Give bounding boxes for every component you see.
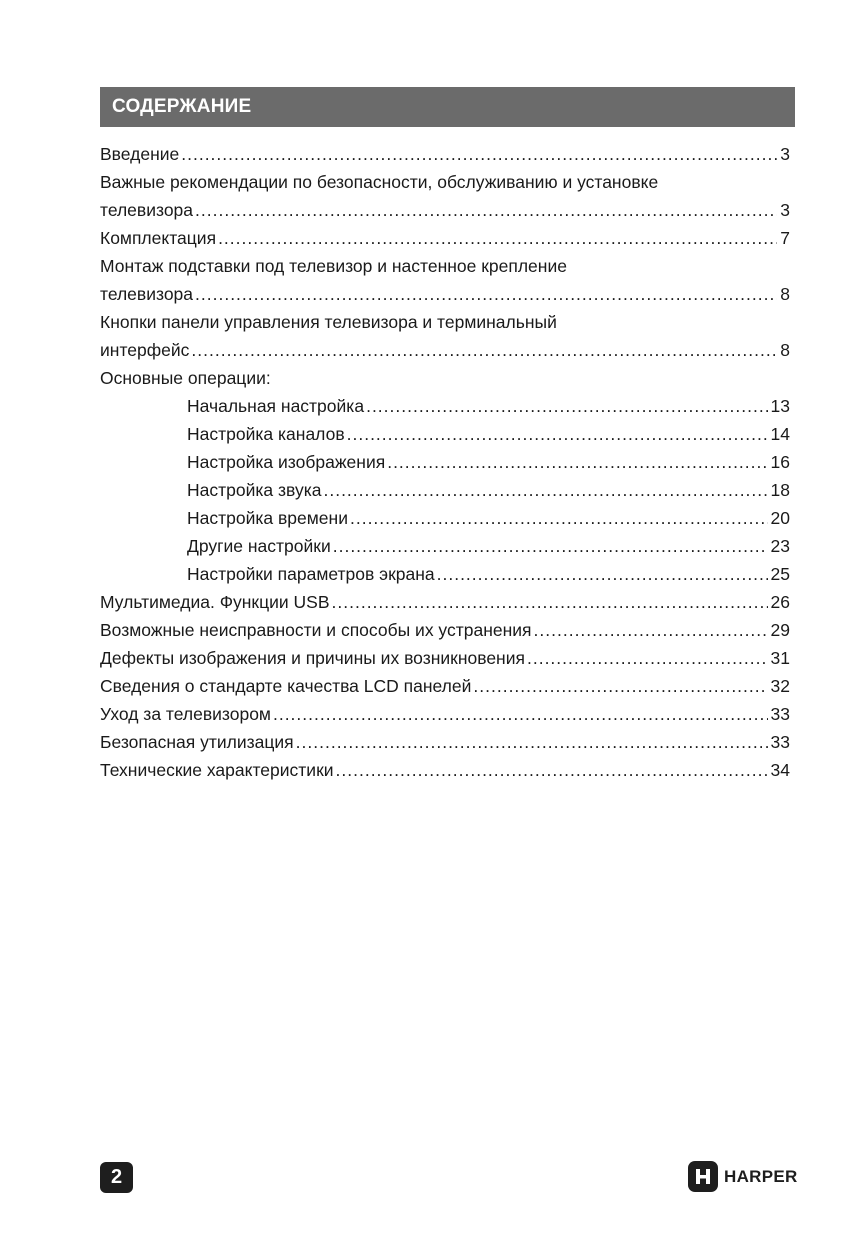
toc-entry-title: телевизора [100, 284, 194, 304]
toc-entry-title: Возможные неисправности и способы их устранения [100, 620, 532, 640]
toc-entry [100, 672, 790, 700]
toc-entry-title: Дефекты изображения и причины их возникновения [100, 648, 525, 668]
toc-subentry [100, 420, 790, 448]
dot-leader [336, 756, 768, 784]
toc-entry-title: Уход за телевизором [100, 704, 271, 724]
toc-entry [100, 700, 790, 728]
dot-leader [387, 448, 767, 476]
toc-page-number: 3 [780, 144, 790, 164]
toc-entry [100, 196, 790, 224]
dot-leader [195, 196, 777, 224]
dot-leader [366, 392, 767, 420]
toc-entry-title: Мультимедиа. Функции USB [100, 592, 330, 612]
toc-page-number: 7 [780, 228, 790, 248]
toc-entry [100, 336, 790, 364]
toc-text-line: Кнопки панели управления телевизора и терминальный [100, 312, 557, 332]
toc-page-number: 31 [770, 648, 790, 668]
toc-subentry [100, 448, 790, 476]
toc-page-number: 23 [770, 536, 790, 556]
section-title: СОДЕРЖАНИЕ [112, 96, 252, 117]
toc-page-number: 34 [770, 760, 790, 780]
toc-entry [100, 224, 790, 252]
table-of-contents [100, 140, 790, 784]
toc-subentry [100, 476, 790, 504]
toc-page-number: 33 [770, 704, 790, 724]
dot-leader [273, 700, 768, 728]
dot-leader [534, 616, 768, 644]
dot-leader [333, 532, 768, 560]
toc-entry [100, 140, 790, 168]
toc-text-line: Важные рекомендации по безопасности, обслуживанию и установке [100, 172, 659, 192]
section-header-bar [100, 87, 795, 127]
toc-page-number: 33 [770, 732, 790, 752]
dot-leader [181, 140, 777, 168]
toc-entry-title: Сведения о стандарте качества LCD панелей [100, 676, 472, 696]
toc-subentry [100, 392, 790, 420]
toc-entry-title: Технические характеристики [100, 760, 334, 780]
toc-subentry [100, 560, 790, 588]
toc-entry [100, 756, 790, 784]
toc-entry [100, 588, 790, 616]
brand-name: HARPER [724, 1166, 798, 1186]
toc-page-number: 3 [780, 200, 790, 220]
toc-entry-title: Настройки параметров экрана [187, 564, 435, 584]
toc-entry-title: Комплектация [100, 228, 217, 248]
toc-subentry [100, 532, 790, 560]
toc-entry-title: Настройка каналов [187, 424, 345, 444]
toc-page-number: 32 [770, 676, 790, 696]
toc-page-number: 8 [780, 340, 790, 360]
page-number-badge: 2 [100, 1162, 133, 1193]
toc-entry [100, 644, 790, 672]
toc-page-number: 25 [770, 564, 790, 584]
toc-entry [100, 616, 790, 644]
toc-entry-title: Настройка изображения [187, 452, 386, 472]
toc-entry [100, 280, 790, 308]
toc-entry-title: телевизора [100, 200, 194, 220]
dot-leader [347, 420, 768, 448]
toc-entry-title: Другие настройки [187, 536, 331, 556]
dot-leader [527, 644, 768, 672]
toc-page-number: 26 [770, 592, 790, 612]
brand-logo [688, 1161, 798, 1192]
toc-page-number: 8 [780, 284, 790, 304]
toc-page-number: 13 [770, 396, 790, 416]
toc-entry [100, 728, 790, 756]
dot-leader [473, 672, 767, 700]
toc-entry-title: Введение [100, 144, 180, 164]
toc-subentry [100, 504, 790, 532]
toc-text-line: Монтаж подставки под телевизор и настенное крепление [100, 256, 567, 276]
toc-page-number: 20 [770, 508, 790, 528]
dot-leader [350, 504, 768, 532]
dot-leader [323, 476, 767, 504]
dot-leader [195, 280, 777, 308]
toc-page-number: 14 [770, 424, 790, 444]
harper-h-logo-icon [688, 1161, 718, 1192]
toc-entry-title: Настройка времени [187, 508, 348, 528]
dot-leader [191, 336, 777, 364]
toc-page-number: 16 [770, 452, 790, 472]
dot-leader [296, 728, 768, 756]
toc-entry-title: Начальная настройка [187, 396, 365, 416]
toc-page-number: 29 [770, 620, 790, 640]
dot-leader [332, 588, 768, 616]
toc-text-line: Основные операции: [100, 368, 271, 388]
toc-entry-title: Настройка звука [187, 480, 322, 500]
toc-page-number: 18 [770, 480, 790, 500]
toc-entry-title: интерфейс [100, 340, 190, 360]
toc-entry-title: Безопасная утилизация [100, 732, 294, 752]
dot-leader [437, 560, 768, 588]
dot-leader [218, 224, 777, 252]
